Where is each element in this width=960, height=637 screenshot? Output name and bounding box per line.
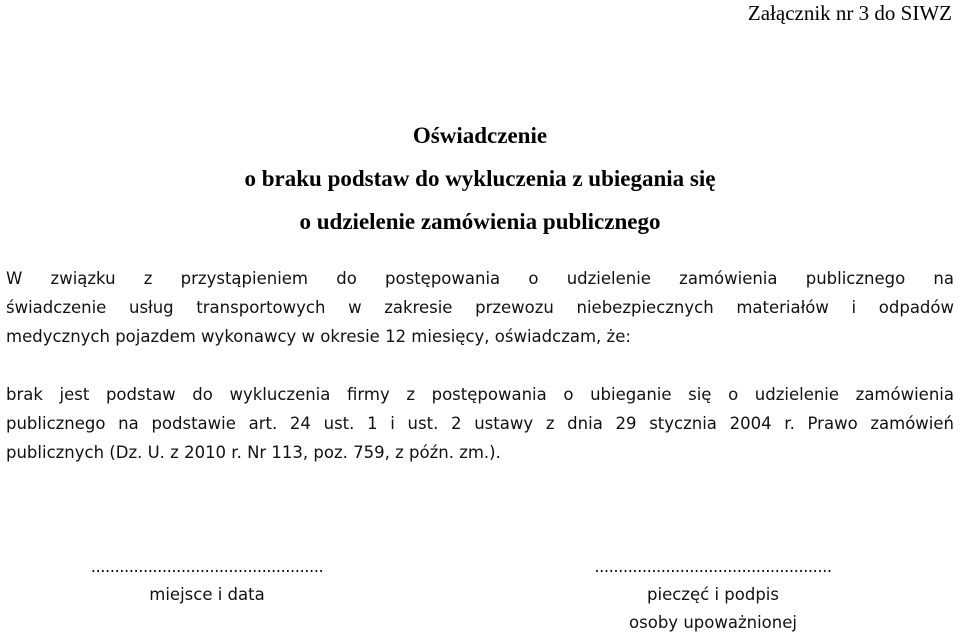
- paragraph-line: brak jest podstaw do wykluczenia firmy z postępowania o ubieganie się o udzielenie zamówienia: [6, 385, 954, 404]
- signature-stamp: [548, 553, 878, 637]
- title-line-2: o braku podstaw do wykluczenia z ubiegania się: [244, 166, 716, 191]
- paragraph-declaration-body: [6, 380, 954, 467]
- paragraph-declaration-intro: [6, 264, 954, 351]
- title-line-1: Oświadczenie: [412, 123, 548, 148]
- title-line-3: o udzielenie zamówienia publicznego: [299, 209, 661, 234]
- paragraph-line: publicznych (Dz. U. z 2010 r. Nr 113, poz. 759, z późn. zm.).: [6, 443, 501, 462]
- paragraph-line: świadczenie usług transportowych w zakresie przewozu niebezpiecznych materiałów i odpadów: [6, 298, 954, 317]
- signature-dotted-line: ..................................................: [594, 557, 832, 576]
- paragraph-line: publicznego na podstawie art. 24 ust. 1 i ust. 2 ustawy z dnia 29 stycznia 2004 r. Prawo zamówień: [6, 414, 954, 433]
- signature-place-date: [42, 553, 372, 609]
- stamp-signature-label: pieczęć i podpis: [647, 585, 779, 604]
- annex-label: Załącznik nr 3 do SIWZ: [747, 1, 952, 25]
- authorized-person-label: osoby upoważnionej: [629, 613, 797, 632]
- paragraph-line: medycznych pojazdem wykonawcy w okresie 12 miesięcy, oświadczam, że:: [6, 327, 631, 346]
- place-date-label: miejsce i data: [149, 585, 265, 604]
- document-title: [0, 114, 960, 243]
- paragraph-line: W związku z przystąpieniem do postępowania o udzielenie zamówienia publicznego na: [6, 269, 954, 288]
- signature-dotted-line: .................................................: [90, 557, 324, 576]
